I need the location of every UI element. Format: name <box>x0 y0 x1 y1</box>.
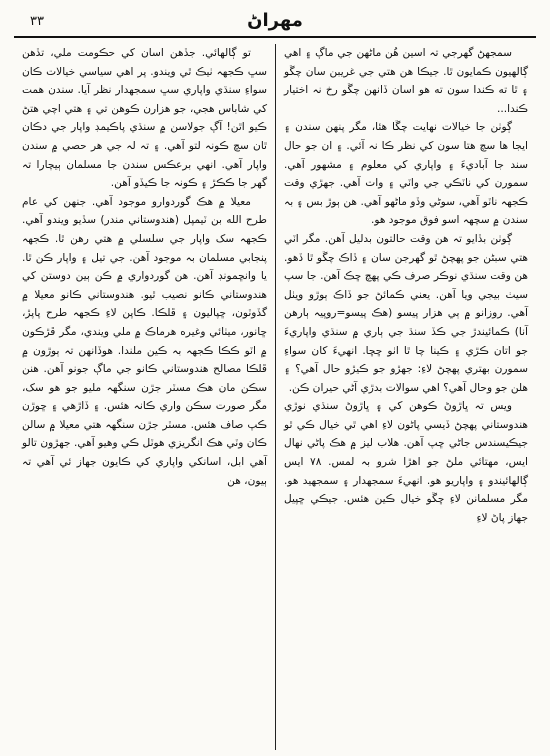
paragraph: تو ڳالهائي. جڏهن اسان کي حڪومت ملي، تڏهن سڀ ڪجهہ ٺيڪ ٿي ويندو. پر اهي سياسي خيالات ڪان سواءِ سنڌي واپاري سڀ سمجهدار نظر آيا. سندن همت کي شاباس هجي، جو هزارن ڪوهن تي ۽ هتي اچي هتڻ ڪيو اٿن! آڳ جولاسن ۾ سنڌي پاڪيمڊ واپار جي دڪان ٿان سچ ڪونہ لتو آهي. ۽ تہ لہ جي هر حصي ۾ سندن واپار آهي. انهي برعڪس سندن جا مسلمان ٻيچارا تہ گهر جا ڪڪڙ ۽ ڪونہ جا ڪيڏو آهن. <box>22 47 267 190</box>
left-column <box>14 44 275 750</box>
text-columns <box>14 44 536 750</box>
right-column <box>275 44 536 750</box>
paragraph: معيلا ۾ هڪ گوردوارو موجود آهي. جنهن کي عام طرح الله بن ٽيمپل (هندوستاني مندر) سڏيو ويندو آهي. ڪجهہ سک واپار جي سلسلي ۾ هتي رهن ٿا. ڪجهہ پنجابي مسلمان بہ موجود آهن. جي تيل ۽ واپار ڪن ٿا. يا وانڇمونڊ آهن. هن گوردواري ۾ ڪن ٻين دوستن کي هندوستاني ڪانو نصيب ٿيو. هندوستاني ڪانو معيلا ۾ گڏوٽون، ڇپاليون ۽ ڦلڪا. ڪاپن لاءِ ڪجهہ طرح پاپڙ، ڇانور، ميٺائي وغيره هرماڪ ۾ ملي ويندي، مگر ڦڙڪون ۾ اٽو ڪڪا ڪجهہ بہ ڪين ملندا. هوڏانهن تہ ٻوڙون ۾ ڦلڪا مصالح هندوستاني ڪانو جي ماڳ جونو آهن. هنن سڪن مان هڪ مسٽر جڙن سنگهہ مليو جو هو سک، مگر صورت سڪن واري ڪانہ هئس. ۽ ڏاڙهي ۽ ڇوڙن ڪپ صاف هئس. مسٽر جڙن سنگهہ هتي معيلا ۾ سالن ڪان وٽي هڪ انگريزي هوٽل ڪي وهيو آهي. جهڙون تالو آهي ابل، اسانکي واپاري کي ڪايون جهاز ئي آهي تہ ٻيون، هن <box>22 195 267 487</box>
paragraph: ويس تہ ڀاڙوڻ ڪوهن کي ۽ ڀاڙوڻ سنڌي نوڙي هندوستاني پهچڻ ڏيسي پاڻون لاءِ اهي ٿي خيال ڪي ٿو جيڪيسندس جاڻي ڇپ آهن. هلاب ليز ۾ هڪ پاڻي نهال ايس، مهتائي ملڻ جو اهڙا شرو بہ لمس. ٧٨ ايس ڳالهائيندو ۽ واپاريو هو. انهيءَ سمجهدار ۽ سمجهيد هو. مگر مسلمانن لاءِ ڇڱو خيال ڪين هئس. جيڪي ڇپيل جهاز پاڻ لاءِ <box>284 400 528 524</box>
paragraph: ڳوٺن بڏايو تہ هن وقت حالتون بدليل آهن. مگر اٽي هتي سبڻن جو پهچڻ ٿو گهرجن سان ۽ ڏاڪ چڱو ٿا ڏهو. هن وقت سنڌي نوڪر صرف ڪي پهچ ڇڪ آهن. جا سپ سيٺ بيجي ويا آهن. يعني ڪمائڻ جو ڏاڪ ٻوڙو ويٺل آهي. روزانو ۾ ٻي هزار پيسو (هڪ پيسو=روپيہ ٻارهن آنا) ڪمائيندڙ جي ڪڏ سنڌ جي ٻاري ۾ سنڌي واپاريءَ جو اتان ڪڙي ۽ ڪينا چا ٿا اٺو ڇڇا. انهيءَ کان سواءِ سمورن بهتري پهچڻ لاءِ: جهڙو جو ڪيڙو حال آهي؟ ۽ هلن جو وحال آهي؟ اهي سوالات بدڙي آڻي حيران ڪن. <box>284 232 528 394</box>
page-header <box>14 6 536 38</box>
paragraph: ڳوٺن جا خيالات نهايت چڱا هئا، مگر پنهن سندن ۽ ايجا ها سچ هتا سون کي نظر ڪا نہ آئي. ۽ ان جو حال سند جا آباديءَ ۽ واپاري کي معلوم ۽ مشهور آهي. سمورن کي ناٽڪي جي واٽي ۽ وات آهي. جهڙي وقت ڪجهہ ناٽو آهي، سوڻي وڏو ماڻهو آهي. هن ٻوڙ بس ۽ بہ سندن ۾ سچهہ اسو فوق موجود هو. <box>284 121 528 227</box>
paragraph: سمجهڻ گهرجي تہ اسين هُن ماڻهن جي ماڳ ۽ اهي ڳالهيون ڪمايون ٿا. جيڪا هن هتي جي غريبن سان چڱو ۽ ٿا ته ڪندا سون ته هو اسان ڏانهن چڱو رخ نہ اختيار ڪندا... <box>284 47 528 115</box>
page-number: ٣٣ <box>30 14 44 29</box>
page-title: مهراڻ <box>247 10 303 31</box>
